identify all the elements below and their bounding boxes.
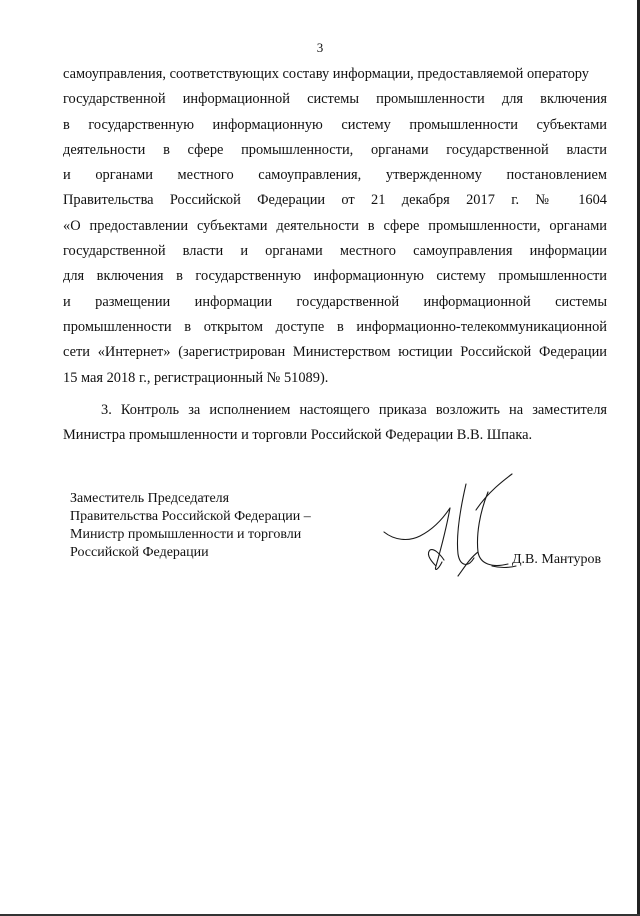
paragraph-gap — [63, 391, 607, 398]
text-line: 3. Контроль за исполнением настоящего приказа возложить на заместителя — [101, 401, 607, 418]
signatory-title — [70, 490, 311, 562]
text-line: и размещении информации государственной информационной системы — [63, 293, 607, 310]
signatory-name: Д.В. Мантуров — [512, 552, 602, 567]
text-line: «О предоставлении субъектами деятельности в сфере промышленности, органами — [63, 217, 607, 234]
signatory-title-line: Заместитель Председателя — [70, 491, 230, 506]
text-line: государственной информационной системы промышленности для включения — [63, 91, 607, 108]
text-line: Министра промышленности и торговли Российской Федерации В.В. Шпака. — [63, 427, 533, 444]
text-line: самоуправления, соответствующих составу информации, предоставляемой оператору — [63, 66, 589, 82]
text-line: для включения в государственную информационную систему промышленности — [63, 268, 607, 285]
text-line: и органами местного самоуправления, утвержденному постановлением — [63, 167, 607, 184]
signatory-title-line: Российской Федерации — [70, 545, 209, 560]
text-line: 15 мая 2018 г., регистрационный № 51089). — [63, 369, 329, 386]
text-line: сети «Интернет» (зарегистрирован Министерством юстиции Российской Федерации — [63, 344, 607, 361]
signatory-title-line: Министр промышленности и торговли — [70, 527, 302, 542]
handwritten-signature — [380, 470, 520, 580]
text-line: в государственную информационную систему промышленности субъектами — [63, 116, 607, 133]
body-text — [63, 62, 607, 448]
signatory-title-line: Правительства Российской Федерации – — [70, 509, 311, 524]
page-number: 3 — [316, 40, 324, 55]
text-line: государственной власти и органами местного самоуправления информации — [63, 243, 607, 260]
text-line: промышленности в открытом доступе в информационно-телекоммуникационной — [63, 318, 607, 335]
text-line: Правительства Российской Федерации от 21 декабря 2017 г. № 1604 — [63, 192, 607, 209]
text-line: деятельности в сфере промышленности, органами государственной власти — [63, 141, 607, 158]
